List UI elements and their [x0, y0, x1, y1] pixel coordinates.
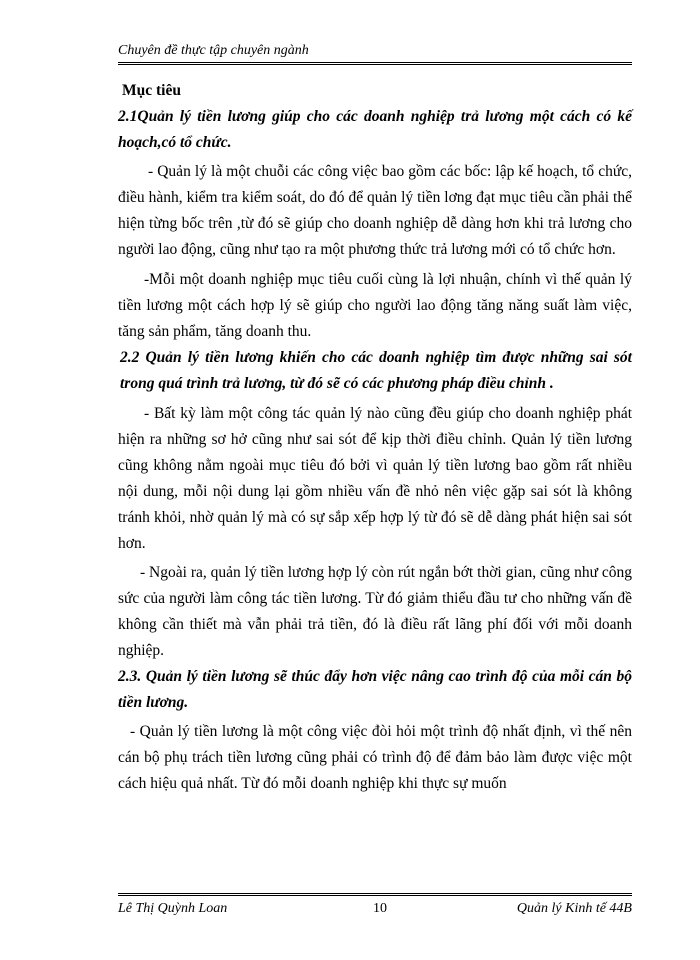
footer-divider: [118, 893, 632, 896]
section-label: Mục tiêu: [122, 82, 181, 99]
header-divider: [118, 62, 632, 65]
page-number: 10: [373, 901, 387, 916]
section-heading-2-3: 2.3. Quản lý tiền lương sẽ thúc đẩy hơn việc nâng cao trình độ của mỗi cán bộ tiền lương.: [118, 668, 632, 711]
paragraph-2-2-a: - Bất kỳ làm một công tác quản lý nào cũng đều giúp cho doanh nghiệp phát hiện ra những sơ hở cũng như sai sót để kịp thời điều chỉnh. Quản lý tiền lương cũng không nằm ngoài mục tiêu đó bởi vì quản lý tiền lương bao gồm rất nhiều nội dung, mỗi nội dung lại gồm nhiều vấn đề nhỏ nên việc gặp sai sót là không tránh khỏi, nhờ quản lý mà có sự sắp xếp hợp lý từ đó sẽ dễ dàng phát hiện sai sót hơn.: [118, 405, 632, 552]
paragraph-2-1-b: -Mỗi một doanh nghiệp mục tiêu cuối cùng là lợi nhuận, chính vì thế quản lý tiền lương một cách hợp lý sẽ giúp cho người lao động tăng năng suất làm việc, tăng sản phẩm, tăng doanh thu.: [118, 271, 632, 340]
document-body: [118, 78, 632, 797]
footer-class: Quản lý Kinh tế 44B: [516, 901, 632, 916]
page-footer: [118, 901, 632, 923]
paragraph-2-3-a: - Quản lý tiền lương là một công việc đòi hỏi một trình độ nhất định, vì thế nên cán bộ phụ trách tiền lương cũng phải có trình độ để đảm bảo làm được việc một cách hiệu quả nhất. Từ đó mỗi doanh nghiệp khi thực sự muốn: [118, 723, 632, 792]
section-heading-2-1: 2.1Quản lý tiền lương giúp cho các doanh nghiệp trả lương một cách có kế hoạch,có tổ chức.: [118, 108, 632, 151]
paragraph-2-2-b: - Ngoài ra, quản lý tiền lương hợp lý còn rút ngắn bớt thời gian, cũng như công sức của người làm công tác tiền lương. Từ đó giảm thiểu đầu tư cho những vấn đề không cần thiết mà vẫn phải trả tiền, đó là điều rất lãng phí đối với mỗi doanh nghiệp.: [118, 564, 632, 659]
paragraph-2-1-a: - Quản lý là một chuỗi các công việc bao gồm các bốc: lập kế hoạch, tổ chức, điều hành, kiểm tra kiểm soát, do đó để quản lý tiền lơng đạt mục tiêu cần phải thể hiện từng bốc trên ,từ đó sẽ giúp cho doanh nghiệp dễ dàng hơn khi trả lương cho người lao động, cũng như tạo ra một phương thức trả lương mới có tổ chức hơn.: [118, 163, 632, 258]
footer-author: Lê Thị Quỳnh Loan: [118, 901, 228, 916]
page-header: Chuyên đề thực tập chuyên ngành: [118, 43, 309, 58]
section-heading-2-2: 2.2 Quản lý tiền lương khiến cho các doanh nghiệp tìm được những sai sót trong quá trình trả lương, từ đó sẽ có các phương pháp điều chỉnh .: [120, 349, 632, 392]
